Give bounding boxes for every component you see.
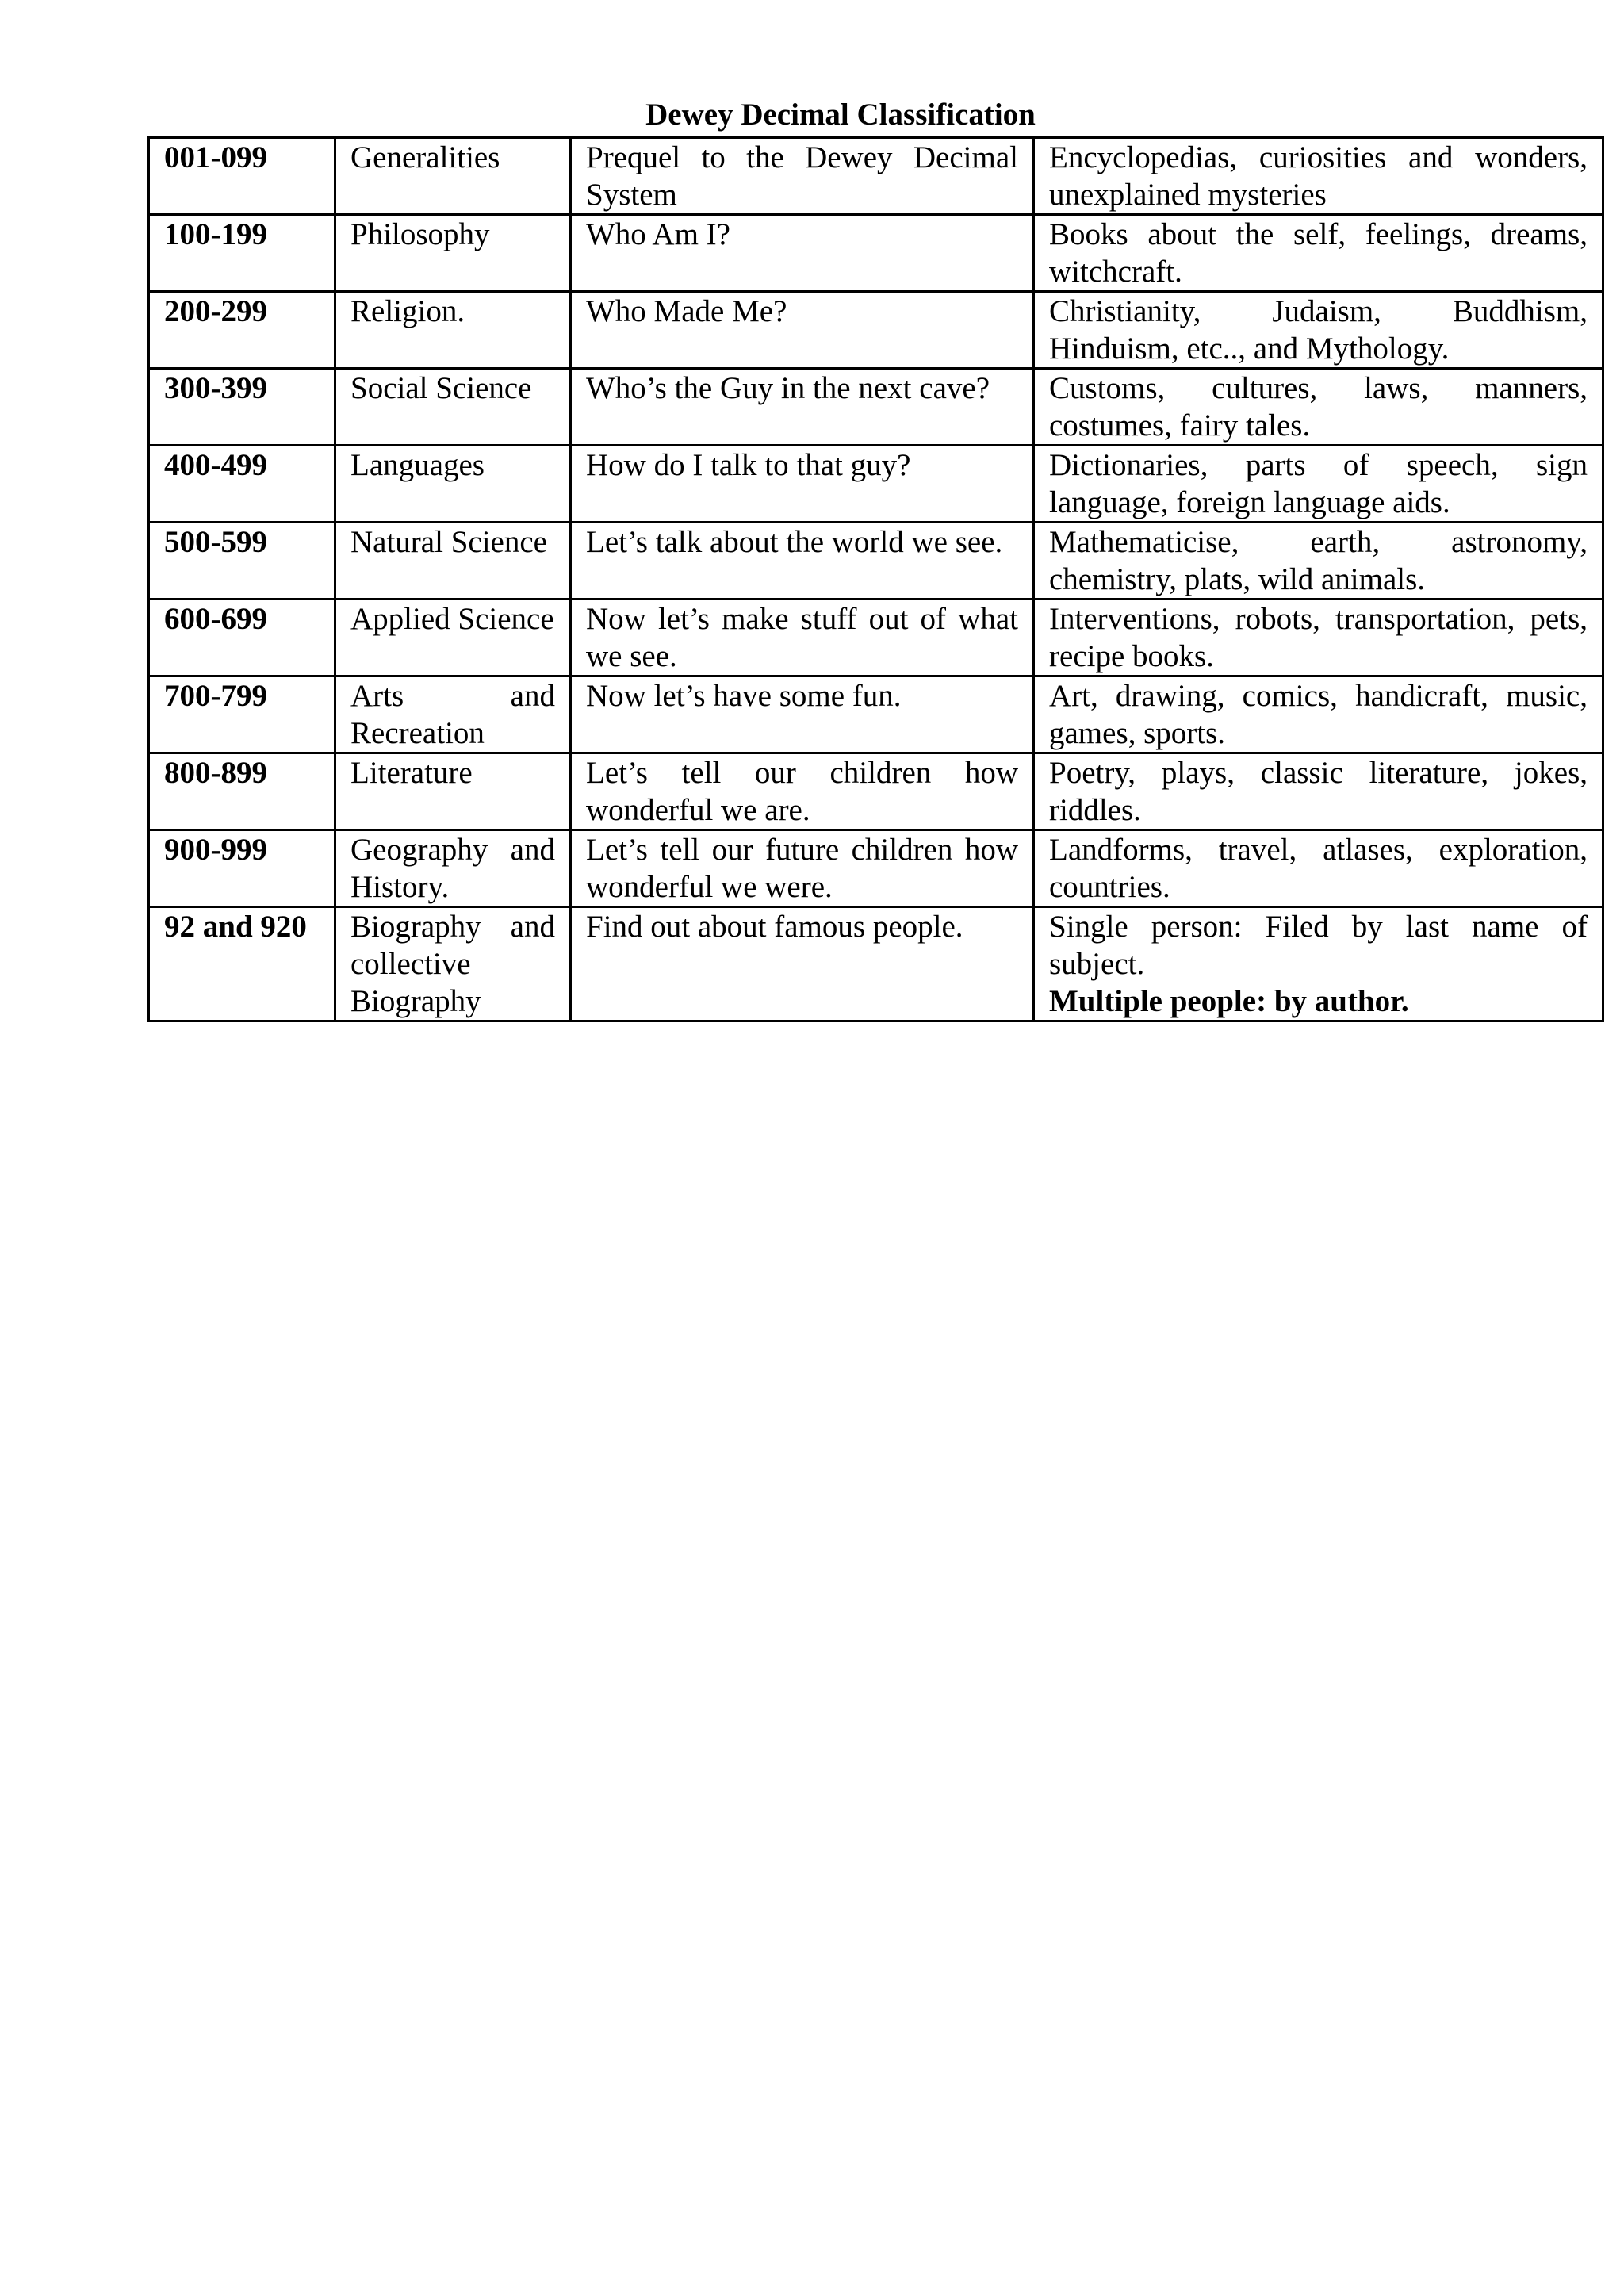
range-cell: 500-599 (149, 523, 335, 600)
table-row (149, 753, 1603, 830)
table-row (149, 676, 1603, 753)
table-row (149, 215, 1603, 292)
question-cell: Let’s tell our children how wonderful we are. (571, 753, 1034, 830)
subject-cell: Social Science (335, 369, 571, 446)
subject-cell: Biography and collective Biography (335, 907, 571, 1021)
question-cell: Who’s the Guy in the next cave? (571, 369, 1034, 446)
examples-cell (1034, 907, 1603, 1021)
range-cell: 800-899 (149, 753, 335, 830)
table-row (149, 907, 1603, 1021)
examples-cell: Mathematicise, earth, astronomy, chemistry, plats, wild animals. (1034, 523, 1603, 600)
question-cell: Who Am I? (571, 215, 1034, 292)
table-row (149, 600, 1603, 676)
range-cell: 92 and 920 (149, 907, 335, 1021)
examples-cell: Landforms, travel, atlases, exploration, countries. (1034, 830, 1603, 907)
subject-cell: Generalities (335, 138, 571, 215)
question-cell: Prequel to the Dewey Decimal System (571, 138, 1034, 215)
examples-cell: Poetry, plays, classic literature, jokes, riddles. (1034, 753, 1603, 830)
range-cell: 700-799 (149, 676, 335, 753)
subject-cell: Literature (335, 753, 571, 830)
subject-cell: Natural Science (335, 523, 571, 600)
range-cell: 100-199 (149, 215, 335, 292)
question-cell: Who Made Me? (571, 292, 1034, 369)
subject-cell: Applied Science (335, 600, 571, 676)
question-cell: How do I talk to that guy? (571, 446, 1034, 523)
examples-cell: Christianity, Judaism, Buddhism, Hinduism, etc.., and Mythology. (1034, 292, 1603, 369)
subject-cell: Philosophy (335, 215, 571, 292)
examples-bold-text: Multiple people: by author. (1049, 984, 1409, 1018)
question-cell: Find out about famous people. (571, 907, 1034, 1021)
range-cell: 200-299 (149, 292, 335, 369)
examples-cell: Dictionaries, parts of speech, sign language, foreign language aids. (1034, 446, 1603, 523)
range-cell: 900-999 (149, 830, 335, 907)
range-cell: 600-699 (149, 600, 335, 676)
examples-cell: Interventions, robots, transportation, pets, recipe books. (1034, 600, 1603, 676)
examples-text: Single person: Filed by last name of subject. (1049, 910, 1588, 981)
question-cell: Let’s talk about the world we see. (571, 523, 1034, 600)
range-cell: 400-499 (149, 446, 335, 523)
question-cell: Let’s tell our future children how wonderful we were. (571, 830, 1034, 907)
question-cell: Now let’s make stuff out of what we see. (571, 600, 1034, 676)
range-cell: 001-099 (149, 138, 335, 215)
table-row (149, 369, 1603, 446)
examples-cell: Encyclopedias, curiosities and wonders, unexplained mysteries (1034, 138, 1603, 215)
dewey-table (147, 136, 1604, 1022)
examples-cell: Books about the self, feelings, dreams, witchcraft. (1034, 215, 1603, 292)
question-cell: Now let’s have some fun. (571, 676, 1034, 753)
table-row (149, 292, 1603, 369)
document-title: Dewey Decimal Classification (645, 98, 1036, 132)
subject-cell: Languages (335, 446, 571, 523)
table-row (149, 523, 1603, 600)
table-row (149, 446, 1603, 523)
subject-cell: Religion. (335, 292, 571, 369)
table-row (149, 830, 1603, 907)
examples-cell: Art, drawing, comics, handicraft, music, games, sports. (1034, 676, 1603, 753)
subject-cell: Arts and Recreation (335, 676, 571, 753)
range-cell: 300-399 (149, 369, 335, 446)
table-row (149, 138, 1603, 215)
subject-cell: Geography and History. (335, 830, 571, 907)
examples-cell: Customs, cultures, laws, manners, costumes, fairy tales. (1034, 369, 1603, 446)
